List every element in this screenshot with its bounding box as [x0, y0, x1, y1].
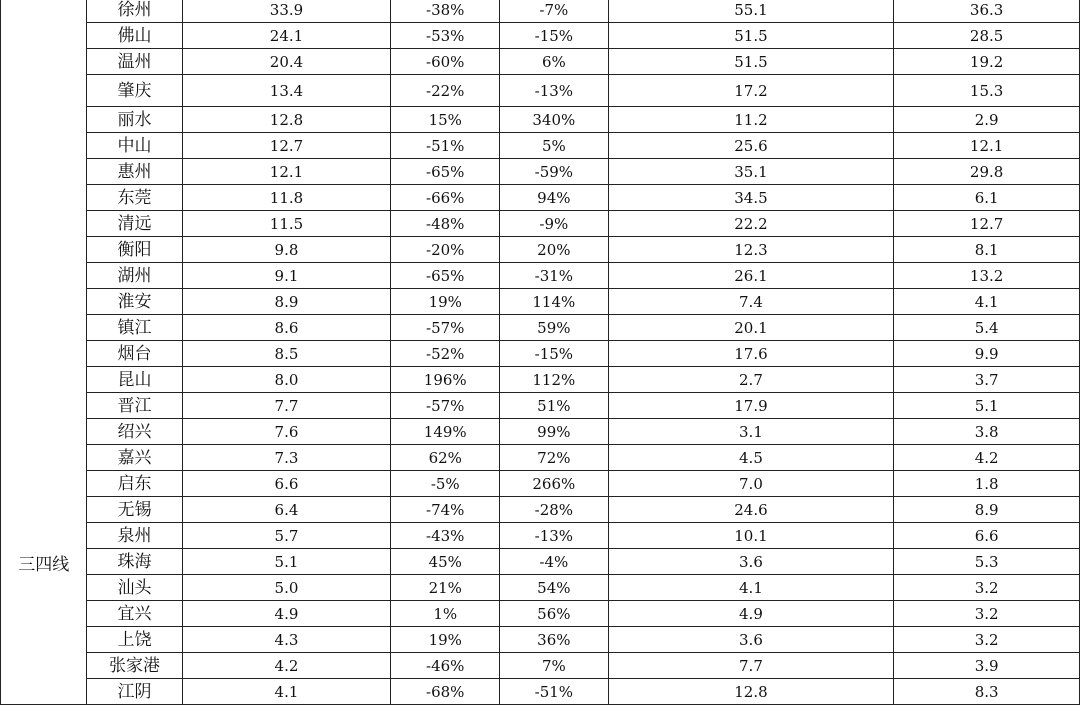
- city-cell: 东莞: [87, 185, 182, 211]
- group-label: 三四线: [1, 0, 87, 705]
- value-cell: 4.5: [608, 445, 894, 471]
- value-cell: 24.6: [608, 497, 894, 523]
- city-cell: 绍兴: [87, 419, 182, 445]
- value-cell: 24.1: [182, 23, 391, 49]
- value-cell: 3.7: [894, 367, 1080, 393]
- value-cell: -52%: [391, 341, 500, 367]
- city-cell: 衡阳: [87, 237, 182, 263]
- value-cell: 12.8: [182, 107, 391, 133]
- value-cell: 9.9: [894, 341, 1080, 367]
- value-cell: 5.1: [894, 393, 1080, 419]
- value-cell: 4.3: [182, 627, 391, 653]
- value-cell: 5.4: [894, 315, 1080, 341]
- value-cell: 2.7: [608, 367, 894, 393]
- value-cell: -65%: [391, 263, 500, 289]
- value-cell: 1.8: [894, 471, 1080, 497]
- value-cell: 56%: [500, 601, 609, 627]
- table-row: [1, 107, 1080, 133]
- value-cell: 7.6: [182, 419, 391, 445]
- value-cell: 4.1: [608, 575, 894, 601]
- value-cell: -74%: [391, 497, 500, 523]
- city-cell: 启东: [87, 471, 182, 497]
- value-cell: -38%: [391, 0, 500, 23]
- value-cell: 21%: [391, 575, 500, 601]
- city-cell: 张家港: [87, 653, 182, 679]
- value-cell: -53%: [391, 23, 500, 49]
- value-cell: 55.1: [608, 0, 894, 23]
- city-cell: 清远: [87, 211, 182, 237]
- table-row: [1, 289, 1080, 315]
- table-row: [1, 679, 1080, 705]
- value-cell: 3.6: [608, 627, 894, 653]
- value-cell: 10.1: [608, 523, 894, 549]
- value-cell: -66%: [391, 185, 500, 211]
- value-cell: -51%: [500, 679, 609, 705]
- city-cell: 嘉兴: [87, 445, 182, 471]
- value-cell: 12.1: [182, 159, 391, 185]
- value-cell: 8.9: [894, 497, 1080, 523]
- value-cell: 3.9: [894, 653, 1080, 679]
- value-cell: 34.5: [608, 185, 894, 211]
- value-cell: -57%: [391, 393, 500, 419]
- table-row: [1, 49, 1080, 75]
- city-cell: 无锡: [87, 497, 182, 523]
- table-row: [1, 497, 1080, 523]
- value-cell: 6.6: [894, 523, 1080, 549]
- value-cell: 7.4: [608, 289, 894, 315]
- table-row: [1, 575, 1080, 601]
- city-cell: 泉州: [87, 523, 182, 549]
- city-cell: 宜兴: [87, 601, 182, 627]
- value-cell: 9.1: [182, 263, 391, 289]
- value-cell: 51.5: [608, 49, 894, 75]
- value-cell: 3.6: [608, 549, 894, 575]
- value-cell: 3.2: [894, 601, 1080, 627]
- value-cell: 19.2: [894, 49, 1080, 75]
- value-cell: 1%: [391, 601, 500, 627]
- value-cell: 11.2: [608, 107, 894, 133]
- value-cell: 72%: [500, 445, 609, 471]
- table-row: [1, 133, 1080, 159]
- value-cell: -68%: [391, 679, 500, 705]
- value-cell: -65%: [391, 159, 500, 185]
- city-cell: 淮安: [87, 289, 182, 315]
- value-cell: 17.2: [608, 75, 894, 107]
- value-cell: 5.7: [182, 523, 391, 549]
- table-row: [1, 601, 1080, 627]
- table-row: [1, 0, 1080, 23]
- value-cell: 45%: [391, 549, 500, 575]
- value-cell: -48%: [391, 211, 500, 237]
- table-row: [1, 549, 1080, 575]
- table-body: [1, 0, 1080, 705]
- city-cell: 镇江: [87, 315, 182, 341]
- value-cell: 8.6: [182, 315, 391, 341]
- value-cell: 15.3: [894, 75, 1080, 107]
- city-cell: 上饶: [87, 627, 182, 653]
- value-cell: 13.4: [182, 75, 391, 107]
- value-cell: 7.7: [182, 393, 391, 419]
- value-cell: 19%: [391, 289, 500, 315]
- value-cell: 266%: [500, 471, 609, 497]
- value-cell: 3.8: [894, 419, 1080, 445]
- value-cell: 12.3: [608, 237, 894, 263]
- value-cell: 2.9: [894, 107, 1080, 133]
- value-cell: 59%: [500, 315, 609, 341]
- value-cell: -57%: [391, 315, 500, 341]
- value-cell: 20%: [500, 237, 609, 263]
- value-cell: -46%: [391, 653, 500, 679]
- value-cell: 6.1: [894, 185, 1080, 211]
- value-cell: -28%: [500, 497, 609, 523]
- value-cell: 3.1: [608, 419, 894, 445]
- city-cell: 温州: [87, 49, 182, 75]
- value-cell: 94%: [500, 185, 609, 211]
- value-cell: 12.7: [182, 133, 391, 159]
- city-cell: 昆山: [87, 367, 182, 393]
- value-cell: 12.8: [608, 679, 894, 705]
- value-cell: 7.7: [608, 653, 894, 679]
- value-cell: 8.3: [894, 679, 1080, 705]
- value-cell: -20%: [391, 237, 500, 263]
- table-row: [1, 75, 1080, 107]
- value-cell: 15%: [391, 107, 500, 133]
- city-cell: 徐州: [87, 0, 182, 23]
- value-cell: 28.5: [894, 23, 1080, 49]
- value-cell: 112%: [500, 367, 609, 393]
- value-cell: -51%: [391, 133, 500, 159]
- value-cell: -59%: [500, 159, 609, 185]
- table-row: [1, 185, 1080, 211]
- city-cell: 汕头: [87, 575, 182, 601]
- value-cell: 51%: [500, 393, 609, 419]
- value-cell: 20.4: [182, 49, 391, 75]
- value-cell: 4.1: [182, 679, 391, 705]
- value-cell: 5%: [500, 133, 609, 159]
- value-cell: 35.1: [608, 159, 894, 185]
- city-cell: 佛山: [87, 23, 182, 49]
- city-cell: 湖州: [87, 263, 182, 289]
- value-cell: 114%: [500, 289, 609, 315]
- value-cell: 7.0: [608, 471, 894, 497]
- table-row: [1, 393, 1080, 419]
- value-cell: 4.2: [894, 445, 1080, 471]
- city-cell: 中山: [87, 133, 182, 159]
- value-cell: 6%: [500, 49, 609, 75]
- value-cell: 8.5: [182, 341, 391, 367]
- value-cell: -9%: [500, 211, 609, 237]
- value-cell: 149%: [391, 419, 500, 445]
- value-cell: 6.6: [182, 471, 391, 497]
- value-cell: 36.3: [894, 0, 1080, 23]
- table-row: [1, 237, 1080, 263]
- value-cell: 36%: [500, 627, 609, 653]
- value-cell: -43%: [391, 523, 500, 549]
- value-cell: -13%: [500, 523, 609, 549]
- table-row: [1, 367, 1080, 393]
- value-cell: -4%: [500, 549, 609, 575]
- value-cell: -15%: [500, 341, 609, 367]
- table-row: [1, 523, 1080, 549]
- value-cell: 5.3: [894, 549, 1080, 575]
- value-cell: -13%: [500, 75, 609, 107]
- table-row: [1, 263, 1080, 289]
- value-cell: 54%: [500, 575, 609, 601]
- city-cell: 肇庆: [87, 75, 182, 107]
- value-cell: 4.9: [608, 601, 894, 627]
- city-cell: 江阴: [87, 679, 182, 705]
- table-row: [1, 315, 1080, 341]
- table-row: [1, 419, 1080, 445]
- value-cell: 3.2: [894, 575, 1080, 601]
- value-cell: 8.0: [182, 367, 391, 393]
- value-cell: -22%: [391, 75, 500, 107]
- value-cell: 5.0: [182, 575, 391, 601]
- value-cell: 11.5: [182, 211, 391, 237]
- value-cell: 7.3: [182, 445, 391, 471]
- table-row: [1, 627, 1080, 653]
- value-cell: 25.6: [608, 133, 894, 159]
- table-row: [1, 211, 1080, 237]
- value-cell: -31%: [500, 263, 609, 289]
- value-cell: 3.2: [894, 627, 1080, 653]
- value-cell: 51.5: [608, 23, 894, 49]
- value-cell: -5%: [391, 471, 500, 497]
- table-row: [1, 445, 1080, 471]
- value-cell: 99%: [500, 419, 609, 445]
- value-cell: 196%: [391, 367, 500, 393]
- value-cell: 8.9: [182, 289, 391, 315]
- value-cell: 5.1: [182, 549, 391, 575]
- table-row: [1, 23, 1080, 49]
- value-cell: 4.1: [894, 289, 1080, 315]
- table-row: [1, 653, 1080, 679]
- value-cell: -7%: [500, 0, 609, 23]
- value-cell: 17.6: [608, 341, 894, 367]
- value-cell: 62%: [391, 445, 500, 471]
- value-cell: 6.4: [182, 497, 391, 523]
- city-cell: 惠州: [87, 159, 182, 185]
- value-cell: 12.7: [894, 211, 1080, 237]
- value-cell: -15%: [500, 23, 609, 49]
- value-cell: 7%: [500, 653, 609, 679]
- table-row: [1, 471, 1080, 497]
- value-cell: 20.1: [608, 315, 894, 341]
- table-row: [1, 159, 1080, 185]
- value-cell: 26.1: [608, 263, 894, 289]
- value-cell: 9.8: [182, 237, 391, 263]
- table-row: [1, 341, 1080, 367]
- city-cell: 晋江: [87, 393, 182, 419]
- value-cell: 17.9: [608, 393, 894, 419]
- value-cell: 11.8: [182, 185, 391, 211]
- value-cell: 8.1: [894, 237, 1080, 263]
- value-cell: 13.2: [894, 263, 1080, 289]
- value-cell: 340%: [500, 107, 609, 133]
- city-cell: 烟台: [87, 341, 182, 367]
- value-cell: 33.9: [182, 0, 391, 23]
- city-cell: 珠海: [87, 549, 182, 575]
- value-cell: -60%: [391, 49, 500, 75]
- value-cell: 29.8: [894, 159, 1080, 185]
- value-cell: 12.1: [894, 133, 1080, 159]
- city-cell: 丽水: [87, 107, 182, 133]
- value-cell: 4.9: [182, 601, 391, 627]
- value-cell: 22.2: [608, 211, 894, 237]
- value-cell: 19%: [391, 627, 500, 653]
- value-cell: 4.2: [182, 653, 391, 679]
